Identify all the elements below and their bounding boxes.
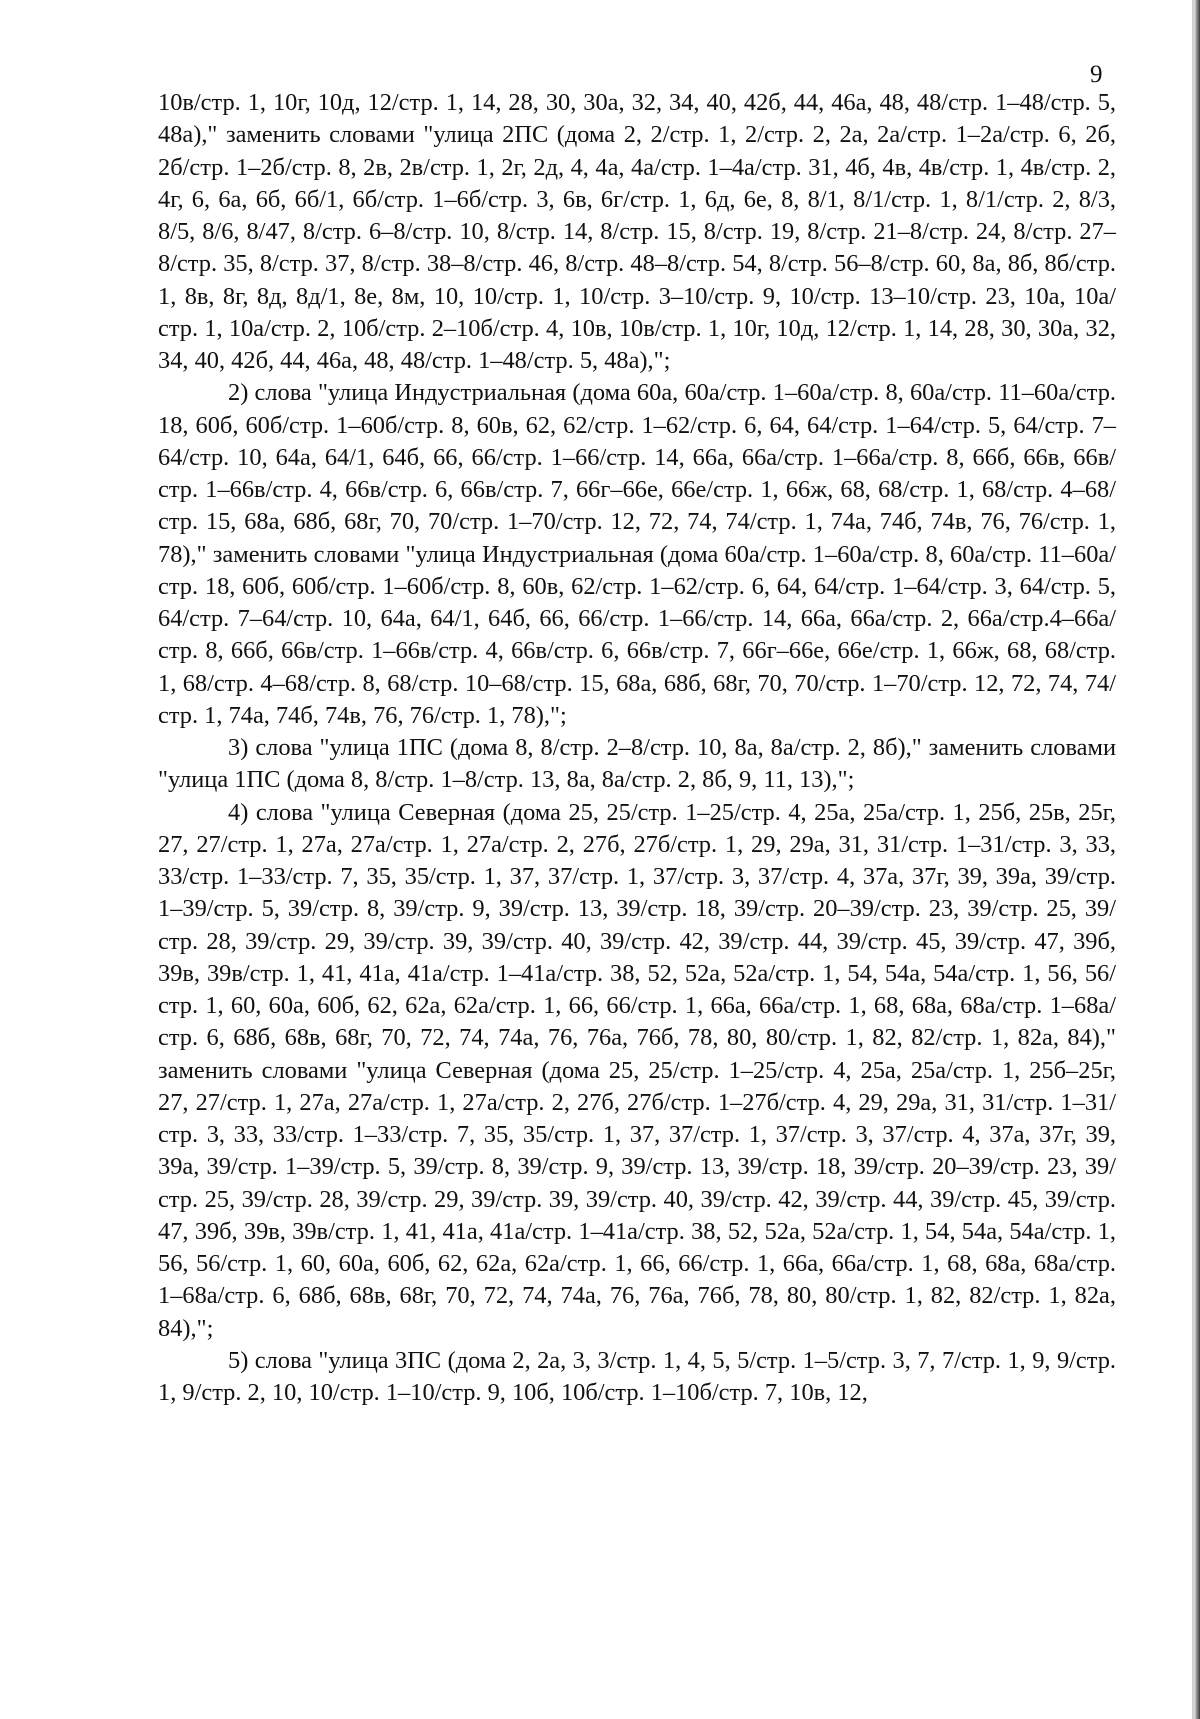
paragraph-continuation: 10в/стр. 1, 10г, 10д, 12/стр. 1, 14, 28, 30, 30а, 32, 34, 40, 42б, 44, 46а, 48, 48/стр. 1–48/стр. 5, 48а)," заменить словами "улица 2ПС (дома 2, 2/стр. 1, 2/стр. 2, 2а, 2а/стр. 1–2а/стр. 6, 2б, 2б/стр. 1–2б/стр. 8, 2в, 2в/стр. 1, 2г, 2д, 4, 4а, 4а/стр. 1–4а/стр. 31, 4б, 4в, 4в/стр. 1, 4в/стр. 2, 4г, 6, 6а, 6б, 6б/1, 6б/стр. 1–6б/стр. 3, 6в, 6г/стр. 1, 6д, 6е, 8, 8/1, 8/1/стр. 1, 8/1/стр. 2, 8/3, 8/5, 8/6, 8/47, 8/стр. 6–8/стр. 10, 8/стр. 14, 8/стр. 15, 8/стр. 19, 8/стр. 21–8/стр. 24, 8/стр. 27–8/стр. 35, 8/стр. 37, 8/стр. 38–8/стр. 46, 8/стр. 48–8/стр. 54, 8/стр. 56–8/стр. 60, 8а, 8б, 8б/стр. 1, 8в, 8г, 8д, 8д/1, 8е, 8м, 10, 10/стр. 1, 10/стр. 3–10/стр. 9, 10/стр. 13–10/стр. 23, 10а, 10а/стр. 1, 10а/стр. 2, 10б/стр. 2–10б/стр. 4, 10в, 10в/стр. 1, 10г, 10д, 12/стр. 1, 14, 28, 30, 30а, 32, 34, 40, 42б, 44, 46а, 48, 48/стр. 1–48/стр. 5, 48а),"; — [158, 89, 1116, 374]
scan-edge-shadow — [1194, 0, 1200, 1719]
document-body — [158, 87, 1116, 1409]
paragraph-item-5: 5) слова "улица 3ПС (дома 2, 2а, 3, 3/стр. 1, 4, 5, 5/стр. 1–5/стр. 3, 7, 7/стр. 1, 9, 9/стр. 1, 9/стр. 2, 10, 10/стр. 1–10/стр. 9, 10б, 10б/стр. 1–10б/стр. 7, 10в, 12, — [158, 1346, 1116, 1406]
paragraph-item-4: 4) слова "улица Северная (дома 25, 25/стр. 1–25/стр. 4, 25а, 25а/стр. 1, 25б, 25в, 25г, 27, 27/стр. 1, 27а, 27а/стр. 1, 27а/стр. 2, 27б, 27б/стр. 1, 29, 29а, 31, 31/стр. 1–31/стр. 3, 33, 33/стр. 1–33/стр. 7, 35, 35/стр. 1, 37, 37/стр. 1, 37/стр. 3, 37/стр. 4, 37а, 37г, 39, 39а, 39/стр. 1–39/стр. 5, 39/стр. 8, 39/стр. 9, 39/стр. 13, 39/стр. 18, 39/стр. 20–39/стр. 23, 39/стр. 25, 39/стр. 28, 39/стр. 29, 39/стр. 39, 39/стр. 40, 39/стр. 42, 39/стр. 44, 39/стр. 45, 39/стр. 47, 39б, 39в, 39в/стр. 1, 41, 41а, 41а/стр. 1–41а/стр. 38, 52, 52а, 52а/стр. 1, 54, 54а, 54а/стр. 1, 56, 56/стр. 1, 60, 60а, 60б, 62, 62а, 62а/стр. 1, 66, 66/стр. 1, 66а, 66а/стр. 1, 68, 68а, 68а/стр. 1–68а/стр. 6, 68б, 68в, 68г, 70, 72, 74, 74а, 76, 76а, 76б, 78, 80, 80/стр. 1, 82, 82/стр. 1, 82а, 84)," заменить словами "улица Северная (дома 25, 25/стр. 1–25/стр. 4, 25а, 25а/стр. 1, 25б–25г, 27, 27/стр. 1, 27а, 27а/стр. 1, 27а/стр. 2, 27б, 27б/стр. 1–27б/стр. 4, 29, 29а, 31, 31/стр. 1–31/стр. 3, 33, 33/стр. 1–33/стр. 7, 35, 35/стр. 1, 37, 37/стр. 1, 37/стр. 3, 37/стр. 4, 37а, 37г, 39, 39а, 39/стр. 1–39/стр. 5, 39/стр. 8, 39/стр. 9, 39/стр. 13, 39/стр. 18, 39/стр. 20–39/стр. 23, 39/стр. 25, 39/стр. 28, 39/стр. 29, 39/стр. 39, 39/стр. 40, 39/стр. 42, 39/стр. 44, 39/стр. 45, 39/стр. 47, 39б, 39в, 39в/стр. 1, 41, 41а, 41а/стр. 1–41а/стр. 38, 52, 52а, 52а/стр. 1, 54, 54а, 54а/стр. 1, 56, 56/стр. 1, 60, 60а, 60б, 62, 62а, 62а/стр. 1, 66, 66/стр. 1, 66а, 66а/стр. 1, 68, 68а, 68а/стр. 1–68а/стр. 6, 68б, 68в, 68г, 70, 72, 74, 74а, 76, 76а, 76б, 78, 80, 80/стр. 1, 82, 82/стр. 1, 82а, 84),"; — [158, 798, 1116, 1342]
paragraph-item-2: 2) слова "улица Индустриальная (дома 60а, 60а/стр. 1–60а/стр. 8, 60а/стр. 11–60а/стр. 18, 60б, 60б/стр. 1–60б/стр. 8, 60в, 62, 62/стр. 1–62/стр. 6, 64, 64/стр. 1–64/стр. 5, 64/стр. 7–64/стр. 10, 64а, 64/1, 64б, 66, 66/стр. 1–66/стр. 14, 66а, 66а/стр. 1–66а/стр. 8, 66б, 66в, 66в/стр. 1–66в/стр. 4, 66в/стр. 6, 66в/стр. 7, 66г–66е, 66е/стр. 1, 66ж, 68, 68/стр. 1, 68/стр. 4–68/стр. 15, 68а, 68б, 68г, 70, 70/стр. 1–70/стр. 12, 72, 74, 74/стр. 1, 74а, 74б, 74в, 76, 76/стр. 1, 78)," заменить словами "улица Индустриальная (дома 60а/стр. 1–60а/стр. 8, 60а/стр. 11–60а/стр. 18, 60б, 60б/стр. 1–60б/стр. 8, 60в, 62/стр. 1–62/стр. 6, 64, 64/стр. 1–64/стр. 3, 64/стр. 5, 64/стр. 7–64/стр. 10, 64а, 64/1, 64б, 66, 66/стр. 1–66/стр. 14, 66а, 66а/стр. 2, 66а/стр.4–66а/стр. 8, 66б, 66в/стр. 1–66в/стр. 4, 66в/стр. 6, 66в/стр. 7, 66г–66е, 66е/стр. 1, 66ж, 68, 68/стр. 1, 68/стр. 4–68/стр. 8, 68/стр. 10–68/стр. 15, 68а, 68б, 68г, 70, 70/стр. 1–70/стр. 12, 72, 74, 74/стр. 1, 74а, 74б, 74в, 76, 76/стр. 1, 78),"; — [158, 379, 1116, 729]
page-number: 9 — [1090, 61, 1103, 88]
paragraph-item-3: 3) слова "улица 1ПС (дома 8, 8/стр. 2–8/стр. 10, 8а, 8а/стр. 2, 8б)," заменить словами "улица 1ПС (дома 8, 8/стр. 1–8/стр. 13, 8а, 8а/стр. 2, 8б, 9, 11, 13),"; — [158, 734, 1116, 794]
